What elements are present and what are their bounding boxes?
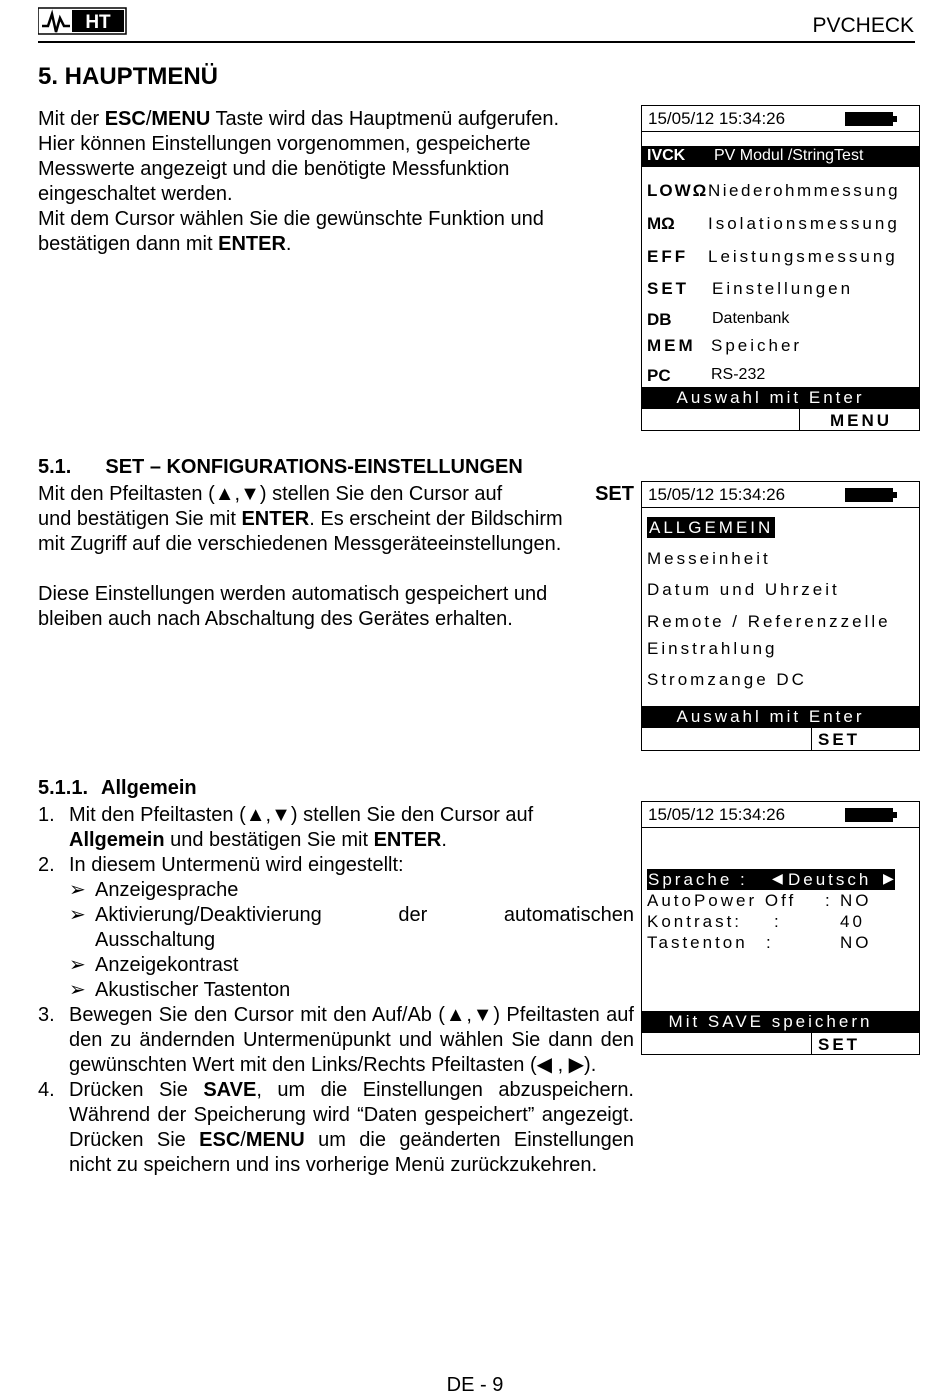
para-line: Messwerte angezeigt und die benötigte Messfunktion (38, 158, 510, 180)
para-line: Mit den Pfeiltasten (▲,▼) stellen Sie den Cursor auf SET (38, 483, 634, 505)
screen-softkey-row (642, 1032, 919, 1054)
step-3: 3. Bewegen Sie den Cursor mit den Auf/Ab (▲,▼) Pfeiltasten auf den zu ändernden Untermenüpunkt und wählen Sie dann den gewünschten Wert mit den Links/Rechts Pfeiltasten (◀ , ▶). (38, 1004, 634, 1076)
list-item: ➢ Akustischer Tastenton (69, 979, 291, 1001)
para-line: eingeschaltet werden. (38, 183, 233, 205)
arrow-bullet-icon: ➢ (69, 954, 86, 976)
para-line: mit Zugriff auf die verschiedenen Messgeräteeinstellungen. (38, 533, 562, 555)
screen-status-bar (642, 106, 919, 132)
set-menu-screen (641, 481, 920, 751)
para-line: Diese Einstellungen werden automatisch gespeichert und (38, 583, 548, 605)
list-item: ➢ Anzeigekontrast (69, 954, 239, 976)
softkey-menu[interactable]: MENU (799, 409, 919, 430)
battery-icon (845, 808, 893, 822)
logo-text: HT (85, 12, 111, 33)
screen-datetime: 15/05/12 15:34:26 (648, 805, 786, 824)
softkey-set[interactable]: SET (811, 728, 919, 750)
section-number: 5.1. (38, 456, 72, 478)
para-line: Hier können Einstellungen vorgenommen, gespeicherte (38, 133, 531, 155)
set-item-einstrahlung[interactable]: Einstrahlung (647, 639, 778, 658)
section-number: 5.1.1. (38, 777, 89, 799)
screen-status-bar (642, 802, 919, 828)
set-item-messeinheit[interactable]: Messeinheit (647, 549, 771, 568)
para-line: Mit dem Cursor wählen Sie die gewünschte Funktion und (38, 208, 544, 230)
section-title: SET – KONFIGURATIONS-EINSTELLUNGEN (105, 456, 523, 478)
set-item-remote[interactable]: Remote / Referenzzelle (647, 612, 891, 631)
set-item-allgemein[interactable]: ALLGEMEIN (649, 518, 774, 537)
para-line: bestätigen dann mit ENTER. (38, 233, 292, 255)
step-2: 2. In diesem Untermenü wird eingestellt: ➢ Anzeigesprache ➢ Aktivierung/Deaktivierung der automatischen Ausschaltung ➢ Anzeigekontrast ➢ Akustischer Tastenton (38, 854, 634, 1001)
screen-softkey-row (642, 727, 919, 750)
save-hint-bar: Mit SAVE speichern (642, 1011, 919, 1032)
arrow-left-icon[interactable]: ◀ (772, 870, 783, 886)
select-hint-bar: Auswahl mit Enter (642, 387, 919, 408)
battery-icon (845, 112, 893, 126)
screen-status-bar (642, 482, 919, 508)
set-item-stromzange[interactable]: Stromzange DC (647, 670, 807, 689)
section-5-1-paragraph (38, 482, 634, 632)
ht-logo (38, 6, 130, 36)
ht-logo-graphic (38, 6, 130, 36)
select-hint-bar: Auswahl mit Enter (642, 706, 919, 727)
screen-datetime: 15/05/12 15:34:26 (648, 109, 786, 128)
arrow-bullet-icon: ➢ (69, 879, 86, 901)
section-5-heading: 5. HAUPTMENÜ (38, 63, 219, 90)
screen-softkey-row (642, 408, 919, 430)
menu-item-ivck[interactable]: IVCK PV Modul /StringTest (642, 146, 919, 167)
arrow-right-icon[interactable]: ▶ (883, 870, 894, 886)
list-item: ➢ Anzeigesprache (69, 879, 239, 901)
document-title: PVCHECK (812, 14, 914, 37)
setting-sprache[interactable]: Sprache : ◀ Deutsch ▶ (648, 870, 894, 889)
submenu-options (69, 878, 634, 1003)
section-5-1-1-heading (38, 777, 197, 800)
screen-datetime: 15/05/12 15:34:26 (648, 485, 786, 504)
battery-icon (845, 488, 893, 502)
para-line: und bestätigen Sie mit ENTER. Es erscheint der Bildschirm (38, 508, 563, 530)
step-1: 1. Mit den Pfeiltasten (▲,▼) stellen Sie den Cursor auf Allgemein und bestätigen Sie mit ENTER. (38, 804, 534, 851)
allgemein-steps (38, 803, 634, 1178)
section-5-1-heading (38, 456, 523, 479)
section-title: Allgemein (101, 777, 197, 799)
step-4: 4. Drücken Sie SAVE, um die Einstellungen abzuspeichern. Während der Speicherung wird “Daten gespeichert” angezeigt. Drücken Sie ESC/MENU um die geänderten Einstellungen nicht zu speichern und ins vorherige Menü zurückzukehren. (38, 1079, 634, 1176)
header-divider (38, 41, 915, 43)
set-item-datum[interactable]: Datum und Uhrzeit (647, 580, 840, 599)
arrow-bullet-icon: ➢ (69, 979, 86, 1001)
list-item: ➢ Aktivierung/Deaktivierung der automatischen Ausschaltung (69, 904, 634, 951)
main-menu-screen: 15/05/12 15:34:26 IVCK PV Modul /StringTest LOWΩ Niederohmmessung MΩ Isolationsmessung EFF Leistungsmessung SET Einstellungen DB Datenbank MEM Speicher PC RS-232 Auswahl mit Enter MENU (641, 105, 920, 431)
softkey-set[interactable]: SET (811, 1033, 919, 1054)
page-number: DE - 9 (446, 1374, 504, 1396)
para-line: bleiben auch nach Abschaltung des Gerätes erhalten. (38, 608, 513, 630)
para-line: Mit der ESC/MENU Taste wird das Hauptmenü aufgerufen. (38, 108, 559, 130)
allgemein-screen: 15/05/12 15:34:26 Sprache : ◀ Deutsch ▶ AutoPower Off : NO Kontrast: : 40 Tastenton : NO Mit SAVE speichern SET (641, 801, 920, 1055)
section-5-paragraph (38, 107, 634, 257)
arrow-bullet-icon: ➢ (69, 904, 86, 926)
